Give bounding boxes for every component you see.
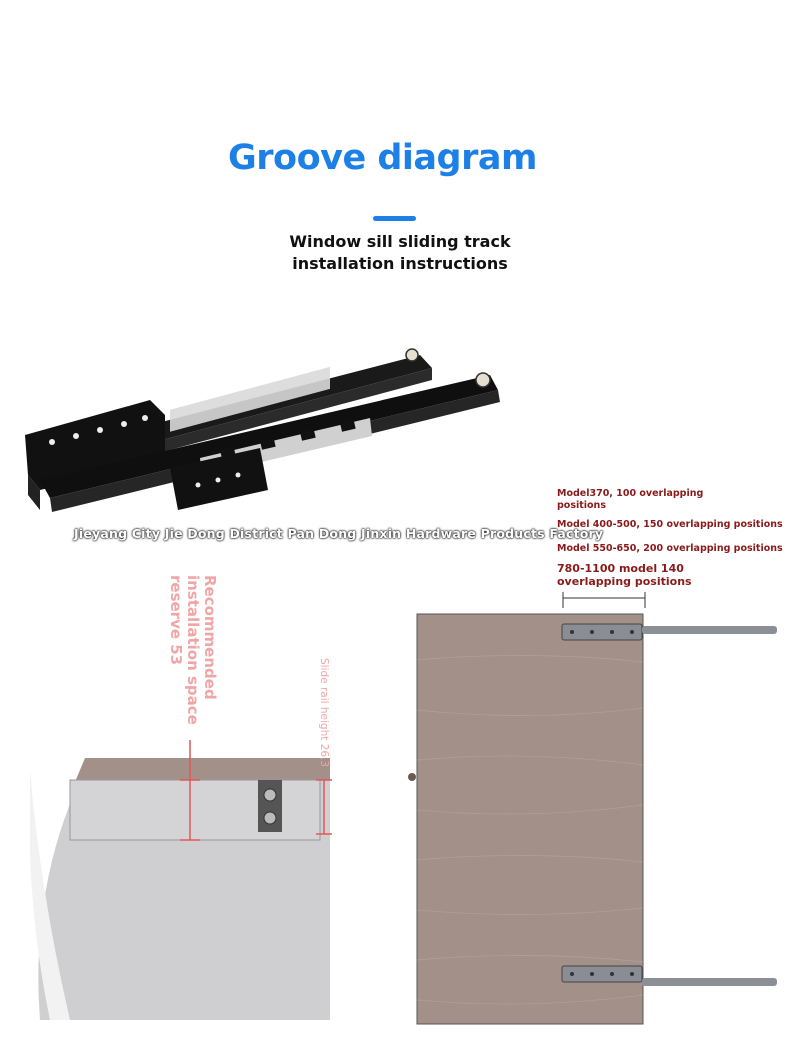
page-title: Groove diagram (228, 138, 537, 178)
wooden-door-panel (417, 614, 643, 1024)
door-panel-diagram (400, 590, 785, 1030)
sill-board (75, 758, 330, 782)
overlap-note-4: 780-1100 model 140 overlapping positions (557, 562, 692, 588)
top-slide-rail (562, 624, 777, 640)
subtitle-line-2: installation instructions (292, 254, 508, 273)
overlap-dimension (563, 592, 645, 608)
title-underline (373, 216, 416, 221)
sill-plate (70, 780, 320, 840)
overlap-note-3: Model 550-650, 200 overlapping positions (557, 543, 783, 554)
overlap-note-1: Model370, 100 overlapping positions (557, 488, 704, 511)
slide-rail-height-label: Slide rail height 26.3 (318, 658, 330, 768)
recommended-space-label: Recommended installation space reserve 53 (167, 575, 219, 725)
rail-profile (258, 780, 282, 832)
subtitle-line-1: Window sill sliding track (289, 232, 511, 251)
slide-rails-photo (20, 340, 520, 530)
factory-watermark: Jieyang City Jie Dong District Pan Dong Jinxin Hardware Products Factory (74, 526, 604, 541)
door-knob (408, 773, 416, 781)
overlap-note-2: Model 400-500, 150 overlapping positions (557, 519, 783, 530)
